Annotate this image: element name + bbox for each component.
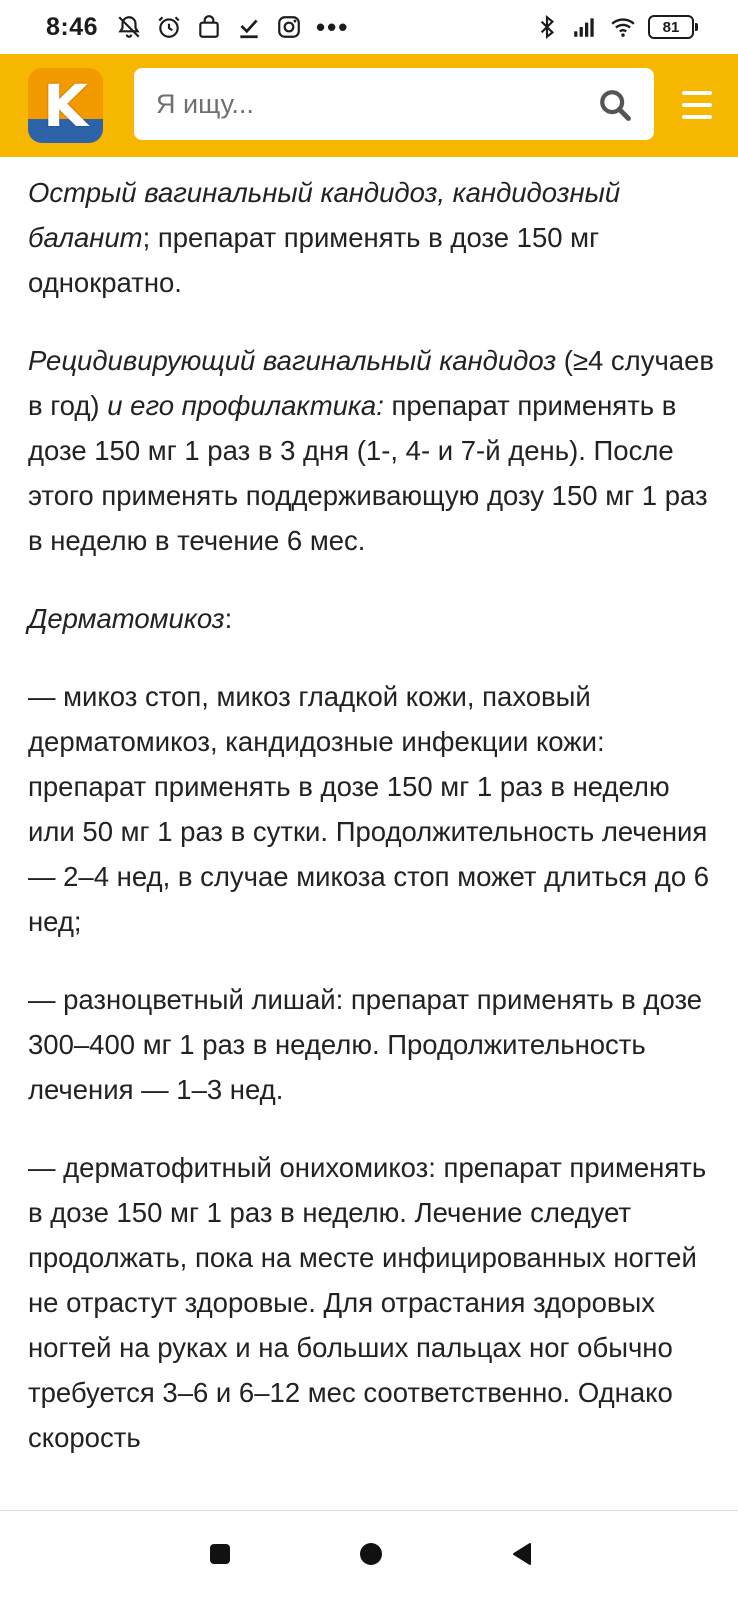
- search-input[interactable]: [134, 89, 574, 120]
- system-nav-bar: [0, 1510, 738, 1600]
- paragraph-dermatomycosis-heading: [28, 596, 718, 641]
- status-bar: [0, 0, 738, 54]
- back-button[interactable]: [508, 1539, 538, 1569]
- condition-title: Острый вагинальный кандидоз, кандидозный баланит: [28, 177, 621, 253]
- condition-subtitle: и его профилактика:: [107, 390, 384, 421]
- paragraph-onychomycosis: — дерматофитный онихомикоз: препарат применять в дозе 150 мг 1 раз в неделю. Лечение следует продолжать, пока на месте инфицированных ногтей не отрастут здоровые. Для отрастания здоровых ногтей на руках и на больших пальцах ног обычно требуется 3–6 и 6–12 мес соответственно. Однако скорость: [28, 1152, 707, 1453]
- shopping-bag-icon: [196, 14, 222, 40]
- status-bar-left: [46, 13, 349, 42]
- instagram-icon: [276, 14, 302, 40]
- wifi-icon: [610, 14, 636, 40]
- article-content: [28, 170, 718, 1493]
- status-bar-right: [534, 14, 694, 40]
- condition-title: Рецидивирующий вагинальный кандидоз: [28, 345, 557, 376]
- dosage-text: ; препарат применять в дозе 150 мг однократно.: [28, 222, 600, 298]
- logo-letter: K: [43, 71, 88, 140]
- more-icon: •••: [316, 12, 350, 42]
- search-icon[interactable]: [598, 88, 632, 122]
- hamburger-menu-icon[interactable]: [682, 91, 712, 119]
- site-logo[interactable]: [28, 68, 103, 143]
- app-header: [0, 54, 738, 157]
- notifications-off-icon: [116, 14, 142, 40]
- home-button[interactable]: [356, 1539, 386, 1569]
- paragraph-recurrent-candidiasis: [28, 338, 718, 563]
- dosage-text: препарат применять в дозе 150 мг 1 раз в 3 дня (1-, 4- и 7-й день). После этого применять поддерживающую дозу 150 мг 1 раз в неделю в течение 6 мес.: [28, 390, 708, 556]
- back-icon: [508, 1539, 538, 1569]
- paragraph-pityriasis: — разноцветный лишай: препарат применять в дозе 300–400 мг 1 раз в неделю. Продолжительность лечения — 1–3 нед.: [28, 984, 703, 1105]
- download-done-icon: [236, 14, 262, 40]
- colon-text: :: [224, 603, 233, 634]
- menu-line: [682, 103, 712, 107]
- alarm-icon: [156, 14, 182, 40]
- recents-icon: [210, 1544, 230, 1564]
- paragraph-foot-mycosis: — микоз стоп, микоз гладкой кожи, паховый дерматомикоз, кандидозные инфекции кожи: препарат применять в дозе 150 мг 1 раз в неделю или 50 мг 1 раз в сутки. Продолжительность лечения — 2–4 нед, в случае микоза стоп может длиться до 6 нед;: [28, 681, 710, 937]
- recents-button[interactable]: [205, 1539, 235, 1569]
- search-box[interactable]: [134, 68, 654, 140]
- frequency-text: (≥4 случаев в год): [28, 345, 715, 421]
- condition-title: Дерматомикоз: [28, 603, 225, 634]
- status-time: 8:46: [46, 12, 99, 41]
- bluetooth-icon: [534, 14, 560, 40]
- menu-line: [682, 115, 712, 119]
- menu-line: [682, 91, 712, 95]
- battery-icon: 81: [648, 15, 694, 39]
- signal-icon: [572, 14, 598, 40]
- home-icon: [360, 1543, 382, 1565]
- paragraph-vaginal-candidiasis: [28, 170, 718, 305]
